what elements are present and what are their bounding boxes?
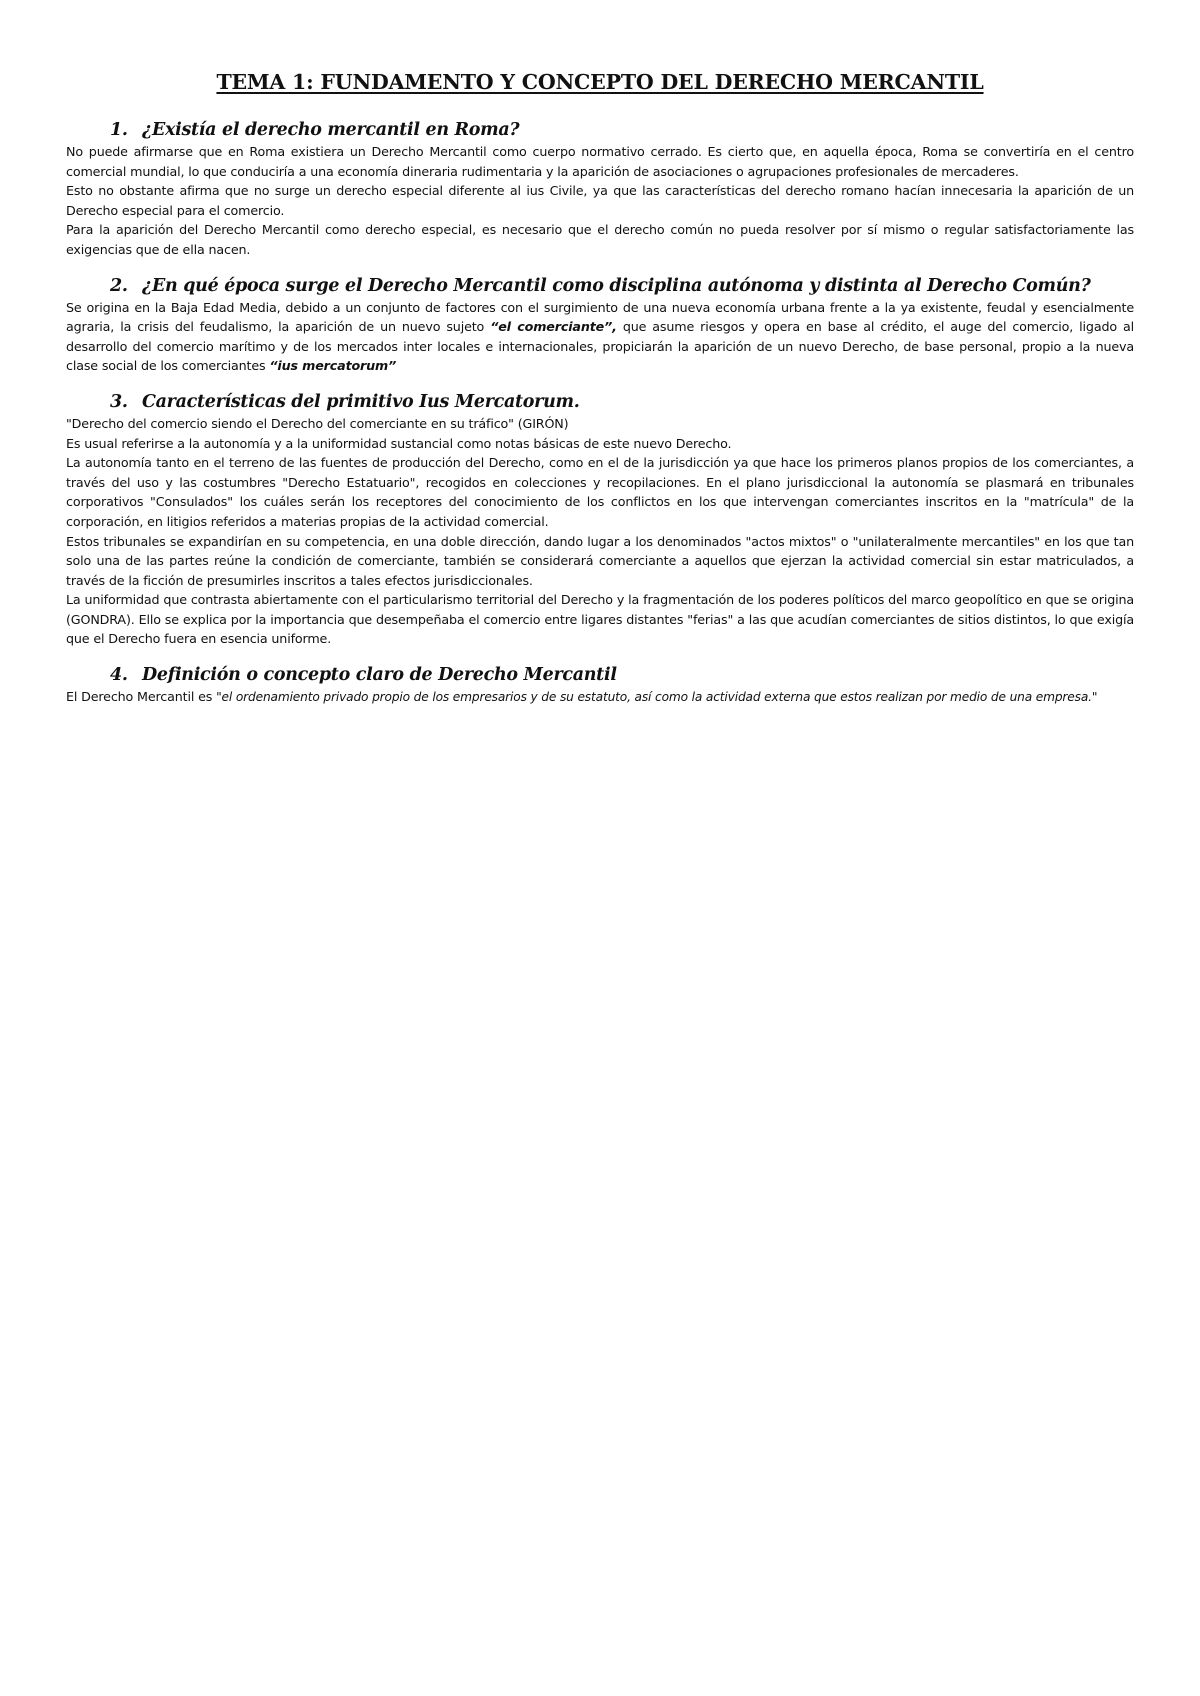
paragraph: Estos tribunales se expandirían en su competencia, en una doble dirección, dando lugar a los denominados "actos mixtos" o "unilateralmente mercantiles" en los que tan solo una de las partes reúne la condición de comerciante, también se considerará comerciante a aquellos que ejerzan la actividad comercial sin estar matriculados, a través de la ficción de presumirles inscritos a tales efectos jurisdiccionales.: [66, 533, 1134, 588]
section-4: [66, 665, 1134, 708]
section-heading-text: Características del primitivo Ius Mercatorum.: [142, 391, 580, 412]
section-heading-text: ¿Existía el derecho mercantil en Roma?: [142, 120, 520, 140]
paragraph-text: que asume riesgos y opera en base al crédito, el auge del comercio, ligado al desarrollo del comercio marítimo y de los mercados inter locales e internacionales, propiciarán la aparición de un nuevo Derecho, de base personal, propio a la nueva clase social de los comerciantes: [66, 319, 1134, 374]
paragraph-text: Se origina en la Baja Edad Media, debido a un conjunto de factores con el surgimiento de una nueva economía urbana frente a la ya existente, feudal y esencialmente agraria, la crisis del feudalismo, la aparición de un nuevo sujeto: [66, 299, 1134, 335]
document-title: TEMA 1: FUNDAMENTO Y CONCEPTO DEL DERECHO MERCANTIL: [216, 70, 984, 94]
emphasis-el-comerciante: “el comerciante”,: [490, 319, 617, 335]
section-number: 3.: [110, 391, 128, 412]
section-2: [66, 276, 1134, 376]
paragraph: [66, 687, 1134, 708]
section-number: 4.: [110, 665, 128, 686]
section-3: [66, 392, 1134, 649]
section-heading: [66, 120, 1134, 140]
paragraph-text: El Derecho Mercantil es: [66, 689, 217, 705]
section-heading: [66, 276, 1134, 296]
section-1: [66, 120, 1134, 260]
paragraph: [66, 298, 1134, 376]
section-heading: [66, 665, 1134, 685]
section-number: 2.: [110, 275, 128, 296]
emphasis-ius-mercatorum: “ius mercatorum”: [269, 358, 397, 374]
definition-quote: "el ordenamiento privado propio de los empresarios y de su estatuto, así como la actividad externa que estos realizan por medio de una empresa.": [216, 690, 1098, 705]
paragraph: La uniformidad que contrasta abiertamente con el particularismo territorial del Derecho y la fragmentación de los poderes políticos del marco geopolítico en que se origina (GONDRA). Ello se explica por la importancia que desempeñaba el comercio entre ligares distantes "ferias" a las que acudían comerciantes de sitios distintos, lo que exigía que el Derecho fuera en esencia uniforme.: [66, 592, 1134, 647]
section-heading: [66, 392, 1134, 412]
paragraph: No puede afirmarse que en Roma existiera un Derecho Mercantil como cuerpo normativo cerrado. Es cierto que, en aquella época, Roma se convertiría en el centro comercial mundial, lo que conduciría a una economía dineraria rudimentaria y la aparición de asociaciones o agrupaciones profesionales de mercaderes.: [66, 144, 1134, 179]
paragraph: "Derecho del comercio siendo el Derecho del comerciante en su tráfico" (GIRÓN): [66, 415, 569, 431]
paragraph: Es usual referirse a la autonomía y a la uniformidad sustancial como notas básicas de este nuevo Derecho.: [66, 435, 732, 451]
section-heading-text: Definición o concepto claro de Derecho Mercantil: [142, 665, 617, 686]
paragraph: Para la aparición del Derecho Mercantil como derecho especial, es necesario que el derecho común no pueda resolver por sí mismo o regular satisfactoriamente las exigencias que de ella nacen.: [66, 222, 1134, 257]
paragraph: La autonomía tanto en el terreno de las fuentes de producción del Derecho, como en el de la jurisdicción ya que hace los primeros planos propios de los comerciantes, a través del uso y las costumbres "Derecho Estatuario", recogidos en colecciones y recopilaciones. En el plano jurisdiccional la autonomía se plasmará en tribunales corporativos "Consulados" los cuáles serán los receptores del conocimiento de los conflictos en los que intervengan comerciantes inscritos en la "matrícula" de la corporación, en litigios referidos a materias propias de la actividad comercial.: [66, 455, 1134, 529]
section-heading-text: ¿En qué época surge el Derecho Mercantil como disciplina autónoma y distinta al Derecho Común?: [142, 275, 1091, 296]
section-number: 1.: [110, 120, 128, 140]
document-page: [66, 70, 1134, 724]
paragraph: Esto no obstante afirma que no surge un derecho especial diferente al ius Civile, ya que las características del derecho romano hacían innecesaria la aparición de un Derecho especial para el comercio.: [66, 183, 1134, 218]
